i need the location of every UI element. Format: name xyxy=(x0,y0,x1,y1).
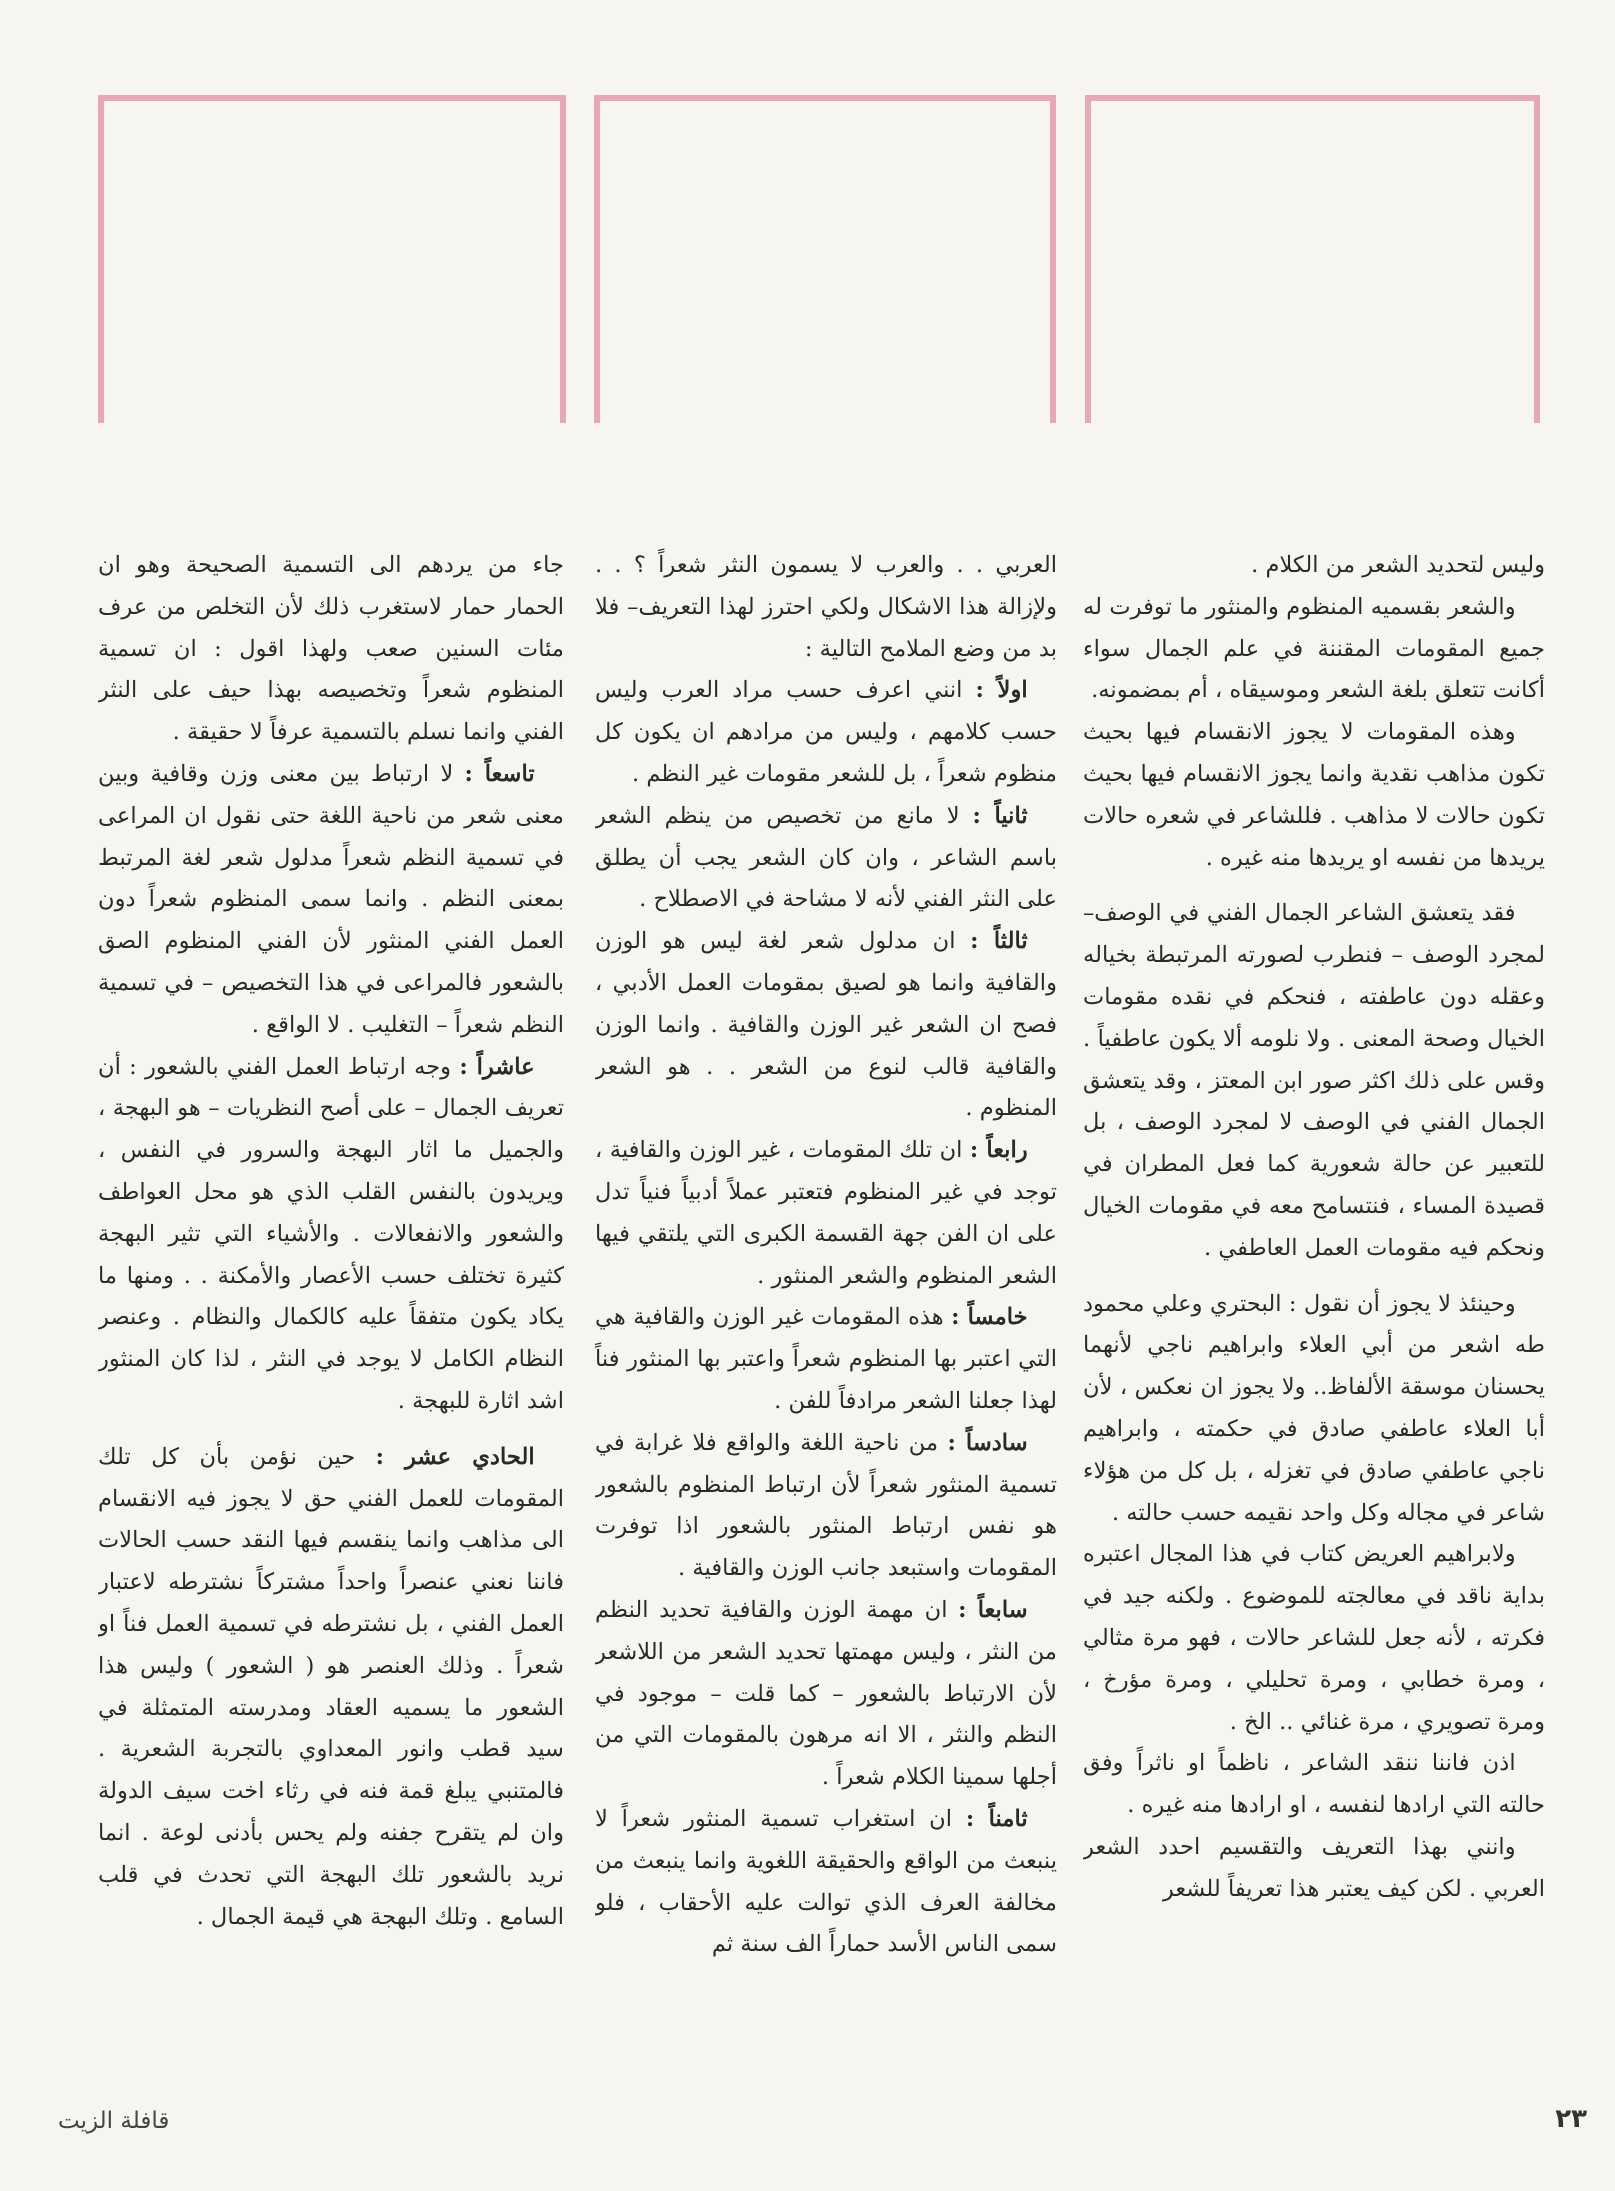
paragraph xyxy=(595,1799,1057,1966)
paragraph xyxy=(98,1437,564,1939)
paragraph-text: ان مهمة الوزن والقافية تحديد النظم من النثر ، وليس مهمتها تحديد الشعر من اللاشعر لأن الارتباط بالشعور – كما قلت – موجود في النظم والنثر ، الا انه مرهون بالمقومات التي من أجلها سمينا الكلام شعراً . xyxy=(595,1596,1057,1791)
paragraph-text: لا مانع من تخصيص من ينظم الشعر باسم الشاعر ، وان كان الشعر يجب أن يطلق على النثر الفني لأنه لا مشاحة في الاصطلاح . xyxy=(595,802,1057,913)
paragraph-text: ان مدلول شعر لغة ليس هو الوزن والقافية وانما هو لصيق بمقومات العمل الأدبي ، فصح ان الشعر غير الوزن والقافية . وانما الوزن والقافية قالب لنوع من الشعر . . هو الشعر المنظوم . xyxy=(595,928,1057,1122)
image-frame-left xyxy=(98,95,566,423)
paragraph xyxy=(595,1423,1057,1590)
paragraph-label: سابعاً : xyxy=(958,1596,1028,1623)
magazine-name: قافلة الزيت xyxy=(58,2108,170,2134)
page-number: ٢٣ xyxy=(1555,2104,1587,2134)
paragraph-text: ان استغراب تسمية المنثور شعراً لا ينبعث من الواقع والحقيقة اللغوية وانما ينبعث من مخالفة العرف الذي توالت عليه الأحقاب ، فلو سمى الناس الأسد حماراً الف سنة ثم xyxy=(595,1805,1057,1958)
paragraph xyxy=(98,545,564,754)
paragraph-label: ثانياً : xyxy=(972,802,1028,829)
paragraph xyxy=(1083,1743,1545,1827)
text-column-left xyxy=(98,545,564,2105)
paragraph-label: رابعاً : xyxy=(969,1137,1028,1164)
paragraph-text: وليس لتحديد الشعر من الكلام . xyxy=(1251,552,1545,578)
paragraph xyxy=(595,1590,1057,1799)
image-frame-middle xyxy=(594,95,1056,423)
paragraph-text: العربي . . والعرب لا يسمون النثر شعراً ؟ . . ولإزالة هذا الاشكال ولكي احترز لهذا التعريف– فلا بد من وضع الملامح التالية : xyxy=(595,552,1057,662)
paragraph-text: هذه المقومات غير الوزن والقافية هي التي اعتبر بها المنظوم شعراً واعتبر بها المنثور فناً لهذا جعلنا الشعر مرادفاً للفن . xyxy=(595,1304,1057,1414)
paragraph-text: وانني بهذا التعريف والتقسيم احدد الشعر العربي . لكن كيف يعتبر هذا تعريفاً للشعر xyxy=(1083,1833,1545,1902)
paragraph xyxy=(1083,1827,1545,1911)
paragraph xyxy=(595,1297,1057,1422)
text-column-right xyxy=(1083,545,1545,2105)
text-column-middle xyxy=(595,545,1057,2105)
image-frame-right xyxy=(1085,95,1540,423)
paragraph-text: حين نؤمن بأن كل تلك المقومات للعمل الفني حق لا يجوز فيه الانقسام الى مذاهب وانما ينقسم فيها النقد حسب الحالات فاننا نعني عنصراً واحداً مشتركاً نشترطه لاعتبار العمل الفني ، بل نشترطه في تسمية العمل فناً او شعراً . وذلك العنصر هو ( الشعور ) وليس هذا الشعور ما يسميه العقاد ومدرسته المتمثلة في سيد قطب وانور المعداوي بالتجربة الشعرية . فالمتنبي يبلغ قمة فنه في رثاء اخت سيف الدولة وان لم يتقرح جفنه ولم يحس بأدنى لوعة . انما نريد بالشعور تلك البهجة التي تحدث في قلب السامع . وتلك البهجة هي قيمة الجمال . xyxy=(98,1443,564,1930)
paragraph-text: وجه ارتباط العمل الفني بالشعور : أن تعريف الجمال – على أصح النظريات – هو البهجة ، والجميل ما اثار البهجة والسرور في النفس ، ويريدون بالنفس القلب الذي هو محل العواطف والشعور والانفعالات . والأشياء التي تثير البهجة كثيرة تختلف حسب الأعصار والأمكنة . . ومنها ما يكاد يكون متفقاً عليه كالكمال والنظام . وعنصر النظام الكامل لا يوجد في النثر ، لذا كان المنثور اشد اثارة للبهجة . xyxy=(98,1053,564,1414)
paragraph-text: وحينئذ لا يجوز أن نقول : البحتري وعلي محمود طه اشعر من أبي العلاء وابراهيم ناجي لأنهما يحسنان موسقة الألفاظ.. ولا يجوز ان نعكس ، لأن أبا العلاء عاطفي صادق في حكمته ، وابراهيم ناجي عاطفي صادق في تغزله ، بل كل من هؤلاء شاعر في مجاله وكل واحد نقيمه حسب حالته . xyxy=(1083,1290,1545,1526)
paragraph-text: انني اعرف حسب مراد العرب وليس حسب كلامهم ، وليس من مرادهم ان يكون كل منظوم شعراً ، بل للشعر مقومات غير النظم . xyxy=(595,677,1057,787)
paragraph xyxy=(1083,893,1545,1269)
paragraph xyxy=(98,1047,564,1423)
paragraph xyxy=(595,545,1057,670)
paragraph-label: ثامناً : xyxy=(965,1805,1028,1832)
paragraph xyxy=(595,1130,1057,1297)
paragraph xyxy=(98,754,564,1047)
paragraph xyxy=(595,670,1057,795)
paragraph xyxy=(1083,1534,1545,1743)
paragraph xyxy=(595,796,1057,921)
paragraph-text: فقد يتعشق الشاعر الجمال الفني في الوصف– لمجرد الوصف – فنطرب لصورته المرتبطة بخياله وعقله دون عاطفته ، فنحكم في نقده مقومات الخيال وصحة المعنى . ولا نلومه ألا يكون عاطفياً . وقس على ذلك اكثر صور ابن المعتز ، وقد يتعشق الجمال الفني في الوصف لا لمجرد الوصف ، بل للتعبير عن حالة شعورية كما فعل المطران في قصيدة المساء ، فنتسامح معه في مقومات الخيال ونحكم فيه مقومات العمل العاطفي . xyxy=(1083,900,1545,1261)
paragraph-text: وهذه المقومات لا يجوز الانقسام فيها بحيث تكون مذاهب نقدية وانما يجوز الانقسام فيها بحيث تكون حالات لا مذاهب . فللشاعر في شعره حالات يريدها من نفسه او يريدها منه غيره . xyxy=(1083,719,1545,871)
paragraph-text: ان تلك المقومات ، غير الوزن والقافية ، توجد في غير المنظوم فتعتبر عملاً أدبياً فنياً تدل على ان الفن جهة القسمة الكبرى التي يلتقي فيها الشعر المنظوم والشعر المنثور . xyxy=(595,1137,1057,1289)
paragraph xyxy=(1083,587,1545,712)
paragraph-label: سادساً : xyxy=(947,1429,1028,1456)
paragraph-label: الحادي عشر : xyxy=(375,1443,535,1470)
paragraph xyxy=(595,921,1057,1130)
paragraph-label: ثالثاً : xyxy=(970,928,1028,955)
paragraph xyxy=(1083,712,1545,879)
paragraph-text: لا ارتباط بين معنى وزن وقافية وبين معنى شعر من ناحية اللغة حتى نقول ان المراعى في تسمية النظم شعراً مدلول شعر لغة المرتبط بمعنى النظم . وانما سمى المنظوم شعراً دون العمل الفني المنثور لأن الفني المنظوم الصق بالشعور فالمراعى في هذا التخصيص – في تسمية النظم شعراً – التغليب . لا الواقع . xyxy=(98,760,564,1038)
paragraph-label: خامساً : xyxy=(951,1304,1028,1331)
paragraph xyxy=(1083,1284,1545,1535)
paragraph-label: اولاً : xyxy=(975,677,1028,704)
paragraph-label: عاشراً : xyxy=(459,1053,535,1080)
paragraph-text: ولابراهيم العريض كتاب في هذا المجال اعتبره بداية ناقد في معالجته للموضوع . ولكنه جيد في فكرته ، لأنه جعل للشاعر حالات ، فهو مرة مثالي ، ومرة خطابي ، ومرة تحليلي ، ومرة مؤرخ ، ومرة تصويري ، مرة غنائي .. الخ . xyxy=(1083,1541,1545,1735)
paragraph-text: والشعر بقسميه المنظوم والمنثور ما توفرت له جميع المقومات المقننة في علم الجمال سواء أكانت تتعلق بلغة الشعر وموسيقاه ، أم بمضمونه. xyxy=(1083,593,1545,704)
paragraph-label: تاسعاً : xyxy=(464,760,535,787)
paragraph xyxy=(1083,545,1545,587)
paragraph-text: جاء من يردهم الى التسمية الصحيحة وهو ان الحمار حمار لاستغرب ذلك لأن التخلص من عرف مئات السنين صعب ولهذا اقول : ان تسمية المنظوم شعراً وتخصيصه بهذا حيف على النثر الفني وانما نسلم بالتسمية عرفاً لا حقيقة . xyxy=(98,552,564,746)
paragraph-text: من ناحية اللغة والواقع فلا غرابة في تسمية المنثور شعراً لأن ارتباط المنظوم بالشعور هو نفس ارتباط المنثور بالشعور اذا توفرت المقومات واستبعد جانب الوزن والقافية . xyxy=(595,1429,1057,1582)
paragraph-text: اذن فاننا ننقد الشاعر ، ناظماً او ناثراً وفق حالته التي ارادها لنفسه ، او ارادها منه غيره . xyxy=(1083,1750,1545,1819)
